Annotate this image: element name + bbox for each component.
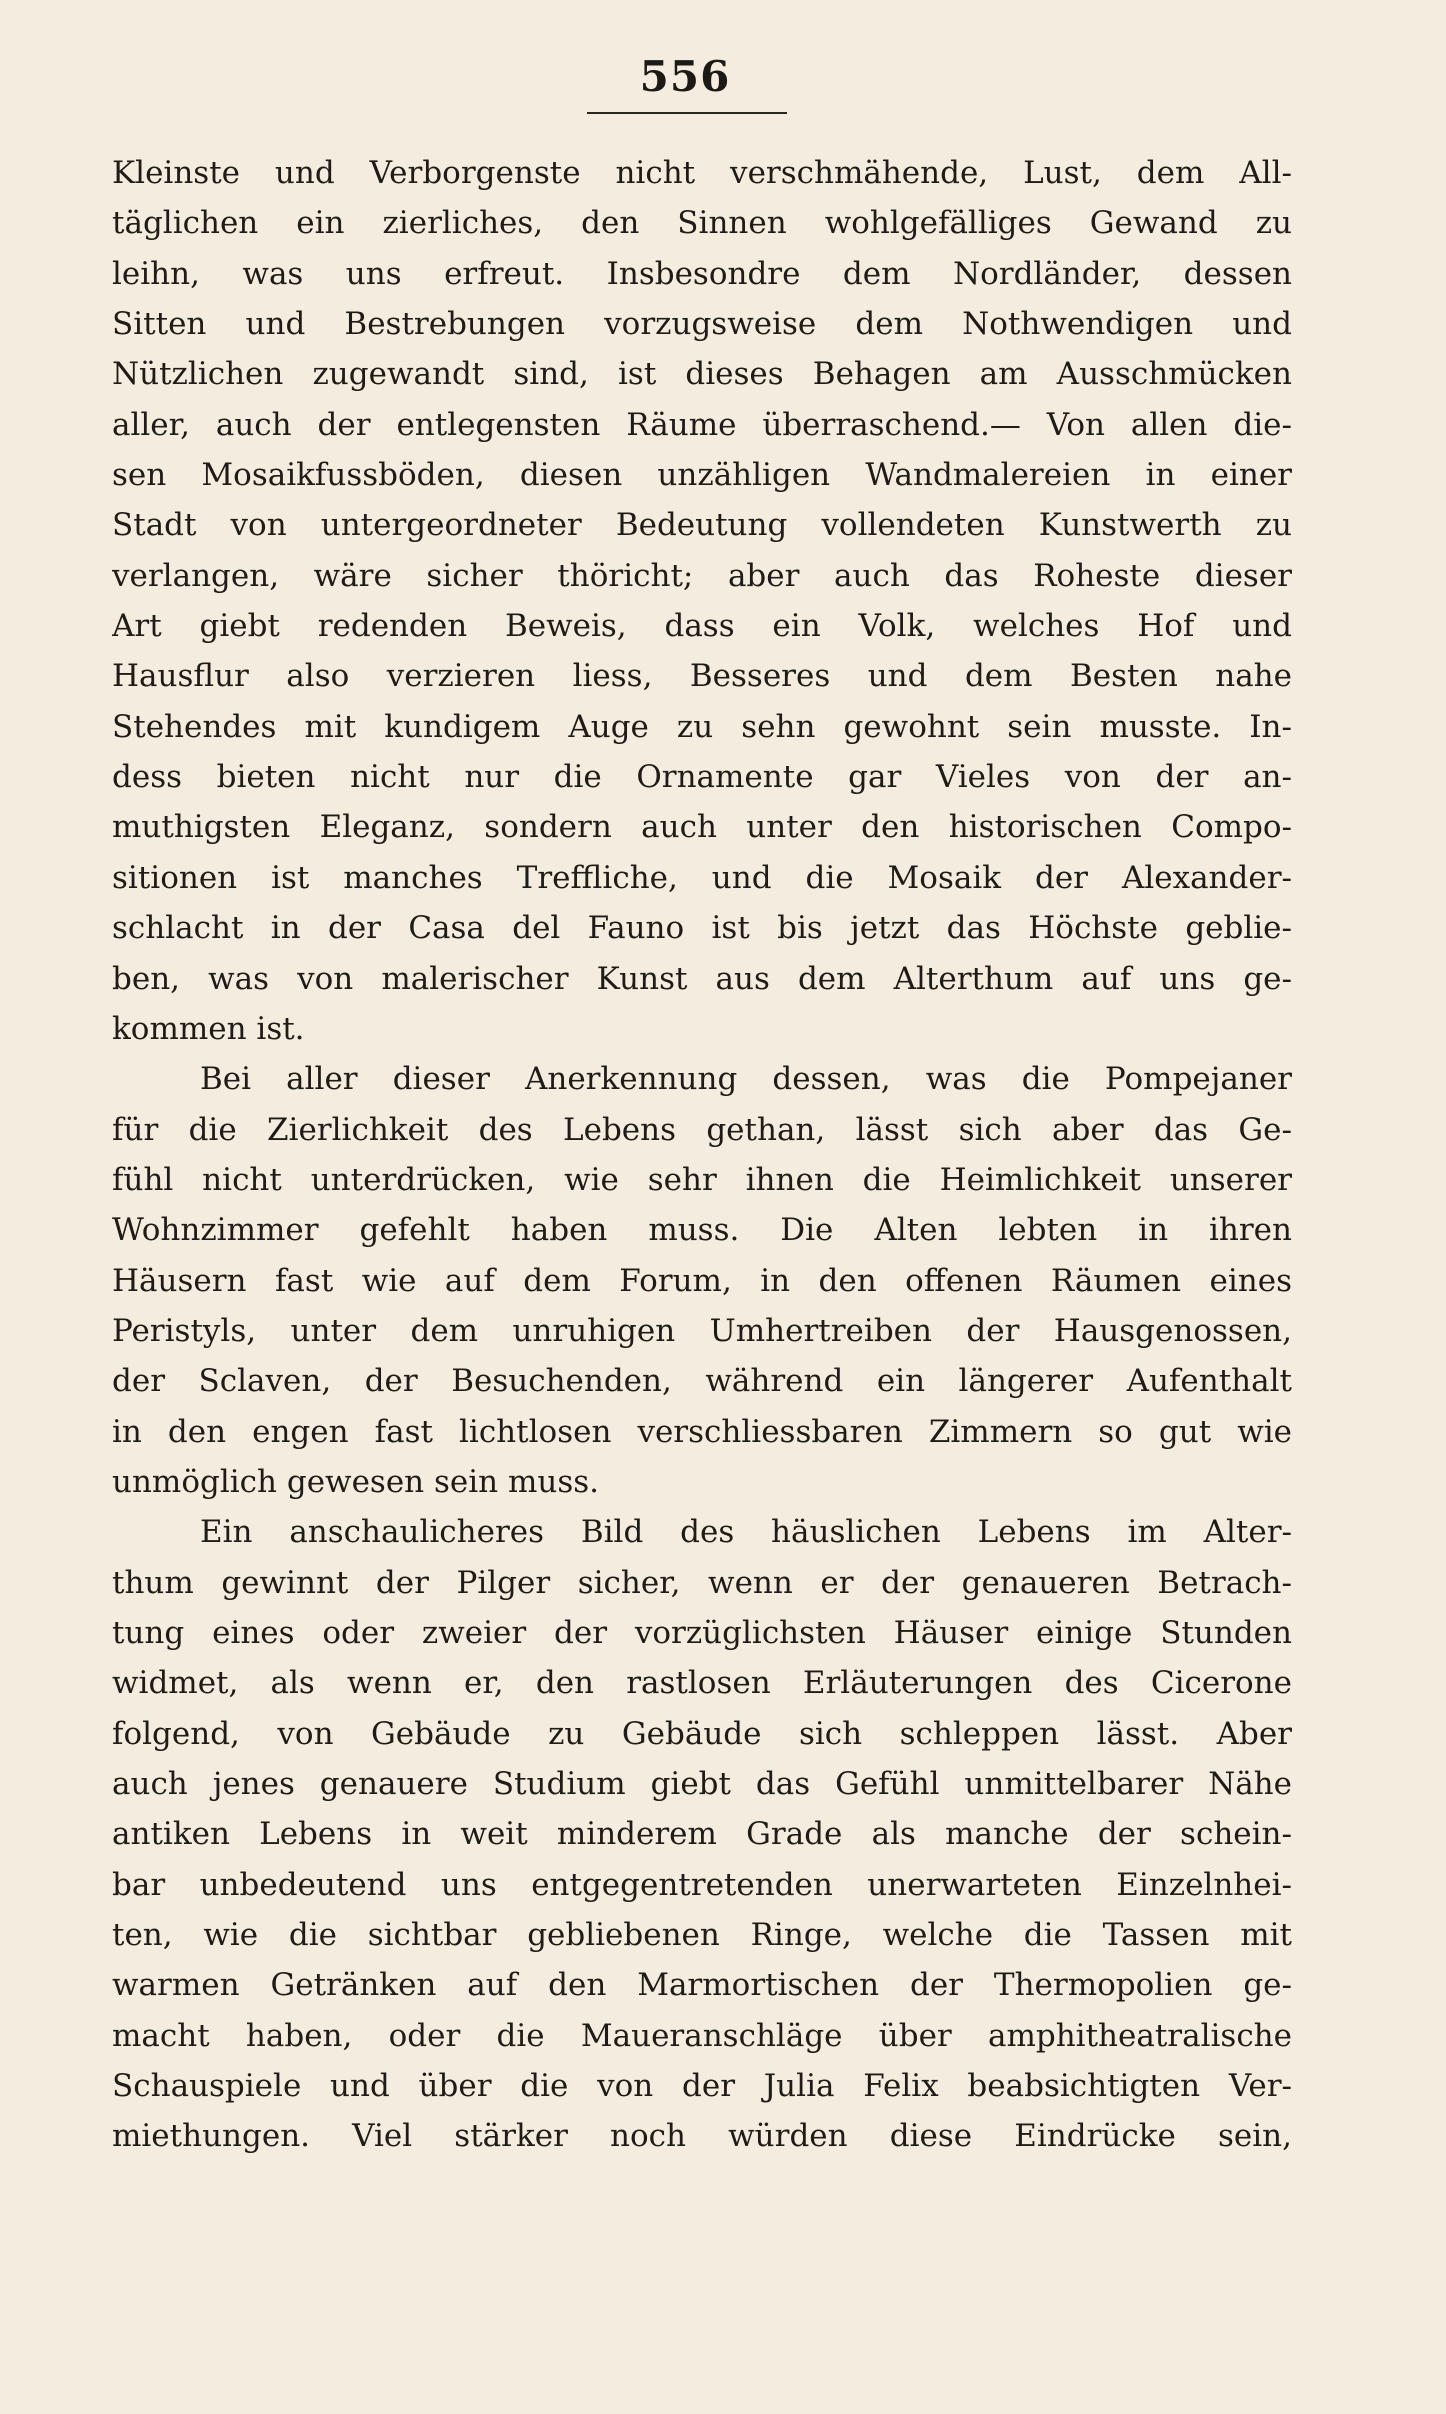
text-line: muthigsten Eleganz, sondern auch unter den historischen Compo-	[112, 809, 1292, 846]
text-line: in den engen fast lichtlosen verschliessbaren Zimmern so gut wie	[112, 1413, 1292, 1450]
text-line: warmen Getränken auf den Marmortischen der Thermopolien ge-	[112, 1967, 1292, 2004]
text-line: sitionen ist manches Treffliche, und die Mosaik der Alexander-	[112, 859, 1292, 896]
header-rule	[587, 112, 787, 114]
text-line: Schauspiele und über die von der Julia Felix beabsichtigten Ver-	[112, 2068, 1292, 2105]
text-line: Häusern fast wie auf dem Forum, in den offenen Räumen eines	[112, 1262, 1292, 1299]
text-line: tung eines oder zweier der vorzüglichsten Häuser einige Stunden	[112, 1614, 1292, 1651]
text-line: antiken Lebens in weit minderem Grade als manche der schein-	[112, 1816, 1292, 1853]
text-line: Hausflur also verzieren liess, Besseres und dem Besten nahe	[112, 658, 1292, 695]
text-line: Ein anschaulicheres Bild des häuslichen Lebens im Alter-	[200, 1514, 1292, 1551]
text-line: macht haben, oder die Maueranschläge über amphitheatralische	[112, 2017, 1292, 2054]
text-line: widmet, als wenn er, den rastlosen Erläuterungen des Cicerone	[112, 1665, 1292, 1702]
text-line: miethungen. Viel stärker noch würden diese Eindrücke sein,	[112, 2118, 1292, 2155]
text-line: Sitten und Bestrebungen vorzugsweise dem Nothwendigen und	[112, 306, 1292, 343]
text-line: Bei aller dieser Anerkennung dessen, was die Pompejaner	[200, 1061, 1292, 1098]
text-line: kommen ist.	[112, 1010, 305, 1047]
text-line: Wohnzimmer gefehlt haben muss. Die Alten lebten in ihren	[112, 1212, 1292, 1249]
text-line: für die Zierlichkeit des Lebens gethan, lässt sich aber das Ge-	[112, 1111, 1292, 1148]
text-line: täglichen ein zierliches, den Sinnen wohlgefälliges Gewand zu	[112, 205, 1292, 242]
text-line: Stadt von untergeordneter Bedeutung vollendeten Kunstwerth zu	[112, 507, 1292, 544]
text-line: Art giebt redenden Beweis, dass ein Volk, welches Hof und	[112, 608, 1292, 645]
text-line: der Sclaven, der Besuchenden, während ein längerer Aufenthalt	[112, 1363, 1292, 1400]
text-line: leihn, was uns erfreut. Insbesondre dem Nordländer, dessen	[112, 255, 1292, 292]
text-line: folgend, von Gebäude zu Gebäude sich schleppen lässt. Aber	[112, 1715, 1292, 1752]
text-line: thum gewinnt der Pilger sicher, wenn er der genaueren Betrach-	[112, 1564, 1292, 1601]
text-line: Nützlichen zugewandt sind, ist dieses Behagen am Ausschmücken	[112, 356, 1292, 393]
text-line: sen Mosaikfussböden, diesen unzähligen Wandmalereien in einer	[112, 457, 1292, 494]
text-line: schlacht in der Casa del Fauno ist bis jetzt das Höchste geblie-	[112, 910, 1292, 947]
text-line: Kleinste und Verborgenste nicht verschmähende, Lust, dem All-	[112, 155, 1292, 191]
text-line: aller, auch der entlegensten Räume überraschend.— Von allen die-	[112, 406, 1292, 443]
text-line: auch jenes genauere Studium giebt das Gefühl unmittelbarer Nähe	[112, 1766, 1292, 1802]
text-line: verlangen, wäre sicher thöricht; aber auch das Roheste dieser	[112, 557, 1292, 594]
text-line: dess bieten nicht nur die Ornamente gar Vieles von der an-	[112, 759, 1292, 796]
text-line: ben, was von malerischer Kunst aus dem Alterthum auf uns ge-	[112, 960, 1292, 997]
page-number: 556	[639, 52, 731, 101]
text-line: ten, wie die sichtbar gebliebenen Ringe, welche die Tassen mit	[112, 1917, 1292, 1954]
text-line: Peristyls, unter dem unruhigen Umhertreiben der Hausgenossen,	[112, 1312, 1292, 1349]
text-line: fühl nicht unterdrücken, wie sehr ihnen die Heimlichkeit unserer	[112, 1161, 1292, 1198]
text-line: Stehendes mit kundigem Auge zu sehn gewohnt sein musste. In-	[112, 708, 1292, 745]
body-text	[112, 148, 1292, 2162]
text-line: unmöglich gewesen sein muss.	[112, 1463, 600, 1500]
text-line: bar unbedeutend uns entgegentretenden unerwarteten Einzelnhei-	[112, 1866, 1292, 1903]
